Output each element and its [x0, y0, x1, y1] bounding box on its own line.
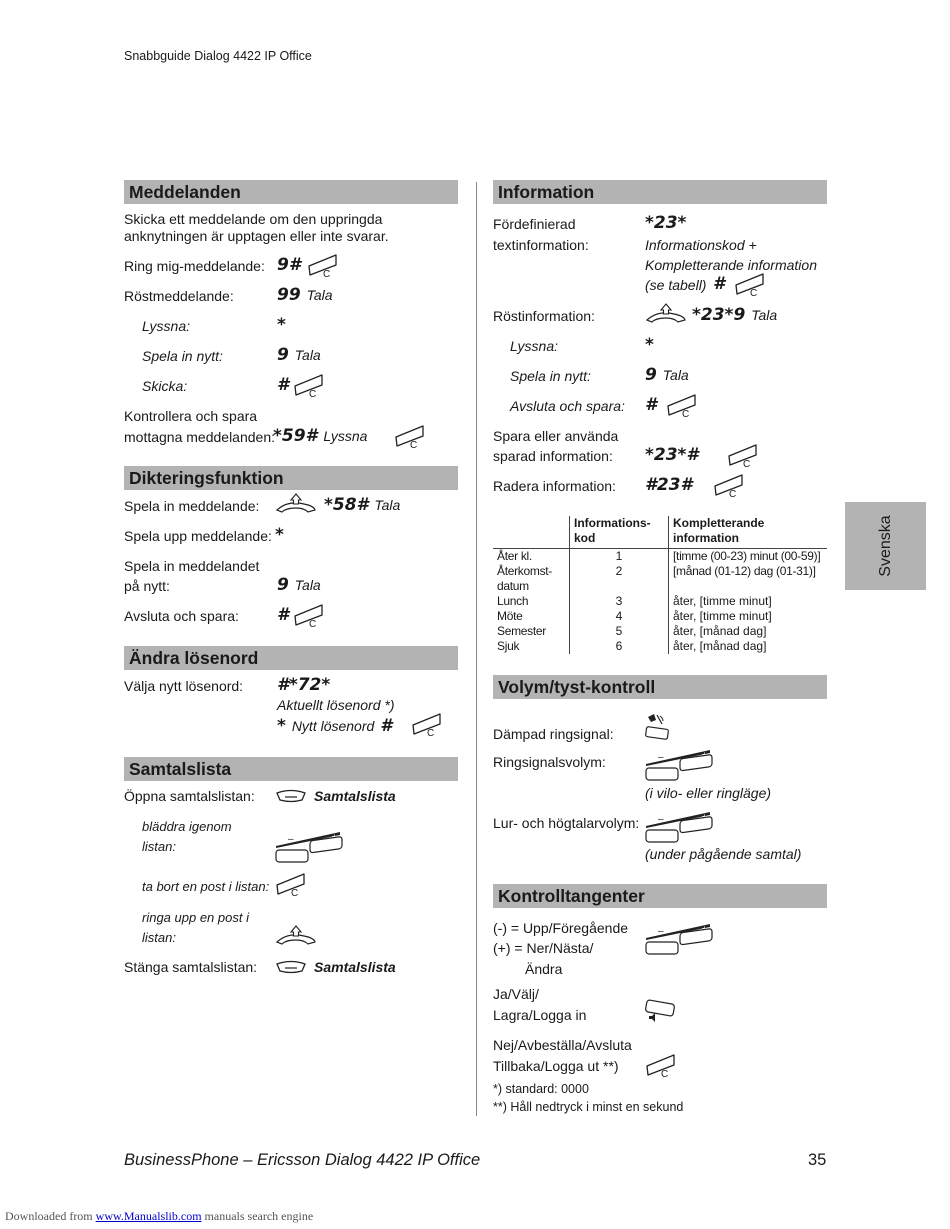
- volume-keys-icon: [274, 830, 344, 864]
- info-avsluta-code: #: [645, 395, 657, 415]
- rostinformation-code: *23*9 Tala: [692, 305, 778, 325]
- table-cell: 2: [570, 564, 669, 594]
- informationskod-text: Informationskod +: [645, 237, 757, 253]
- c-key-icon: [726, 443, 760, 467]
- sparad-label-line2: sparad information:: [493, 448, 613, 464]
- table-row: [493, 594, 827, 609]
- bladdra-label-line2: listan:: [142, 839, 176, 854]
- table-row: [493, 609, 827, 624]
- meddelanden-intro-line1: Skicka ett meddelande om den uppringda: [124, 211, 383, 227]
- bladdra-label-line1: bläddra igenom: [142, 819, 232, 834]
- skicka-code: #: [277, 375, 289, 395]
- dampad-ringsignal-label: Dämpad ringsignal:: [493, 726, 614, 742]
- table-header-cell: [493, 516, 570, 549]
- c-key-icon: [393, 424, 427, 448]
- volume-keys-icon: [644, 922, 714, 956]
- kontrollera-label-line2: mottagna meddelanden:: [124, 429, 275, 445]
- kontroll-line3: Ändra: [525, 961, 563, 977]
- spela-nytt-code: 9 Tala: [277, 575, 321, 595]
- table-cell: [månad (01-12) dag (01-31)]: [673, 564, 816, 578]
- table-row: [493, 549, 827, 565]
- ta-bort-post-label: ta bort en post i listan:: [142, 879, 270, 894]
- se-tabell-code: #: [713, 274, 725, 294]
- sparad-code: *23*#: [645, 445, 699, 465]
- info-lyssna-label: Lyssna:: [510, 338, 558, 354]
- table-cell: 1: [570, 549, 669, 565]
- softkey-icon: [275, 789, 307, 805]
- aktuellt-losenord-text: Aktuellt lösenord *): [277, 697, 395, 713]
- table-cell: [timme (00-23) minut (00-59)]: [673, 549, 821, 563]
- radera-label: Radera information:: [493, 478, 616, 494]
- table-cell: åter, [månad dag]: [673, 624, 767, 638]
- spela-upp-label: Spela upp meddelande:: [124, 528, 272, 544]
- c-key-icon: [733, 272, 767, 296]
- kontroll-line1: (-) = Upp/Föregående: [493, 920, 629, 936]
- fordefinierad-label-line2: textinformation:: [493, 237, 589, 253]
- table-row: [493, 624, 827, 639]
- table-cell: Möte: [497, 609, 523, 623]
- table-cell: Lunch: [497, 594, 529, 608]
- fordefinierad-code: *23*: [645, 213, 687, 233]
- manualslib-link[interactable]: www.Manualslib.com: [95, 1209, 202, 1223]
- handset-icon: [644, 302, 688, 324]
- ring-mig-code: 9#: [277, 255, 301, 275]
- ja-valj-label-line2: Lagra/Logga in: [493, 1007, 587, 1023]
- section-heading-information: Information: [493, 180, 827, 204]
- c-key-icon: [306, 253, 340, 277]
- c-key-icon: [644, 1053, 678, 1077]
- meddelanden-intro-line2: anknytningen är upptagen eller inte svarar.: [124, 228, 389, 244]
- download-suffix: manuals search engine: [201, 1209, 314, 1223]
- oppna-samtalslistan-label: Öppna samtalslistan:: [124, 788, 255, 804]
- volume-keys-icon: [644, 748, 714, 782]
- handset-icon: [274, 924, 318, 946]
- speaker-key-icon: [644, 998, 676, 1024]
- handset-icon: [274, 492, 318, 514]
- download-prefix: Downloaded from: [5, 1209, 96, 1223]
- nytt-losenord-label: Välja nytt lösenord:: [124, 678, 244, 694]
- kontrollera-label-line1: Kontrollera och spara: [124, 408, 258, 424]
- ringa-upp-label-line2: listan:: [142, 930, 176, 945]
- nej-label-line2: Tillbaka/Logga ut **): [493, 1058, 619, 1074]
- table-cell: åter, [timme minut]: [673, 609, 772, 623]
- table-row: [493, 564, 827, 594]
- nytt-losenord-line3: * Nytt lösenord #: [277, 716, 393, 736]
- section-heading-meddelanden: Meddelanden: [124, 180, 458, 204]
- spela-nytt-label-line1: Spela in meddelandet: [124, 558, 260, 574]
- spela-in-nytt-label: Spela in nytt:: [142, 348, 223, 364]
- footnote-standard: *) standard: 0000: [493, 1082, 589, 1096]
- table-cell: 6: [570, 639, 669, 654]
- column-divider: [476, 182, 477, 1116]
- section-heading-kontroll: Kontrolltangenter: [493, 884, 827, 908]
- section-heading-diktering: Dikteringsfunktion: [124, 466, 458, 490]
- spela-nytt-label-line2: på nytt:: [124, 578, 170, 594]
- sparad-label-line1: Spara eller använda: [493, 428, 619, 444]
- page-number: 35: [808, 1151, 827, 1169]
- info-code-table: [493, 516, 827, 654]
- info-spela-label: Spela in nytt:: [510, 368, 591, 384]
- oppna-samtalslistan-word: Samtalslista: [314, 788, 396, 804]
- table-header-cell: Informations- kod: [570, 516, 669, 549]
- table-cell: åter, [månad dag]: [673, 639, 767, 653]
- c-key-icon: [274, 872, 308, 896]
- info-spela-code: 9 Tala: [645, 365, 689, 385]
- lur-hogtalarvolym-label: Lur- och högtalarvolym:: [493, 815, 640, 831]
- skicka-label: Skicka:: [142, 378, 188, 394]
- section-heading-samtalslista: Samtalslista: [124, 757, 458, 781]
- table-cell: Åter kl.: [497, 549, 532, 563]
- avsluta-spara-code: #: [277, 605, 289, 625]
- table-cell: 5: [570, 624, 669, 639]
- footer-title: BusinessPhone – Ericsson Dialog 4422 IP Office: [124, 1151, 481, 1169]
- ringsignalsvolym-label: Ringsignalsvolym:: [493, 754, 606, 770]
- spela-upp-code: *: [275, 525, 284, 545]
- fordefinierad-label-line1: Fördefinierad: [493, 216, 576, 232]
- c-key-icon: [712, 473, 746, 497]
- lur-note: (under pågående samtal): [645, 846, 802, 862]
- kontroll-line2: (+) = Ner/Nästa/: [493, 940, 594, 956]
- radera-code: #23#: [645, 475, 693, 495]
- table-cell: Återkomst- datum: [497, 564, 553, 593]
- table-row: [493, 639, 827, 654]
- running-header: Snabbguide Dialog 4422 IP Office: [124, 49, 312, 63]
- softkey-icon: [275, 960, 307, 976]
- rostmeddelande-code: 99 Tala: [277, 285, 333, 305]
- table-cell: 3: [570, 594, 669, 609]
- section-heading-volym: Volym/tyst-kontroll: [493, 675, 827, 699]
- mute-key-icon: [644, 712, 670, 742]
- stanga-samtalslistan-word: Samtalslista: [314, 959, 396, 975]
- table-header-row: [493, 516, 827, 549]
- section-heading-losenord: Ändra lösenord: [124, 646, 458, 670]
- volume-keys-icon: [644, 810, 714, 844]
- se-tabell-text: (se tabell): [645, 277, 707, 293]
- language-tab-label: Svenska: [876, 515, 894, 577]
- c-key-icon: [665, 393, 699, 417]
- table-cell: Semester: [497, 624, 546, 638]
- kontrollera-code: *59# Lyssna: [273, 426, 368, 446]
- rostinformation-label: Röstinformation:: [493, 308, 595, 324]
- spela-in-nytt-code: 9 Tala: [277, 345, 321, 365]
- download-line: [5, 1209, 313, 1224]
- stanga-samtalslistan-label: Stänga samtalslistan:: [124, 959, 258, 975]
- c-key-icon: [410, 712, 444, 736]
- info-avsluta-label: Avsluta och spara:: [510, 398, 625, 414]
- nytt-losenord-code: #*72*: [277, 675, 331, 695]
- spela-in-meddelande-code: *58# Tala: [324, 495, 401, 515]
- c-key-icon: [292, 603, 326, 627]
- spela-in-meddelande-label: Spela in meddelande:: [124, 498, 260, 514]
- ringsignal-note: (i vilo- eller ringläge): [645, 785, 772, 801]
- footnote-hall-nedtryck: **) Håll nedtryck i minst en sekund: [493, 1100, 684, 1114]
- lyssna-code: *: [277, 315, 286, 335]
- c-key-icon: [292, 373, 326, 397]
- avsluta-spara-label: Avsluta och spara:: [124, 608, 239, 624]
- info-lyssna-code: *: [645, 335, 654, 355]
- table-cell: åter, [timme minut]: [673, 594, 772, 608]
- language-tab: [845, 502, 926, 590]
- ja-valj-label-line1: Ja/Välj/: [493, 986, 539, 1002]
- table-cell: 4: [570, 609, 669, 624]
- table-header-cell: Kompletterande information: [669, 516, 828, 549]
- rostmeddelande-label: Röstmeddelande:: [124, 288, 234, 304]
- ringa-upp-label-line1: ringa upp en post i: [142, 910, 249, 925]
- lyssna-label: Lyssna:: [142, 318, 190, 334]
- table-cell: Sjuk: [497, 639, 520, 653]
- ring-mig-label: Ring mig-meddelande:: [124, 258, 265, 274]
- nej-label-line1: Nej/Avbeställa/Avsluta: [493, 1037, 632, 1053]
- kompletterande-text: Kompletterande information: [645, 257, 817, 273]
